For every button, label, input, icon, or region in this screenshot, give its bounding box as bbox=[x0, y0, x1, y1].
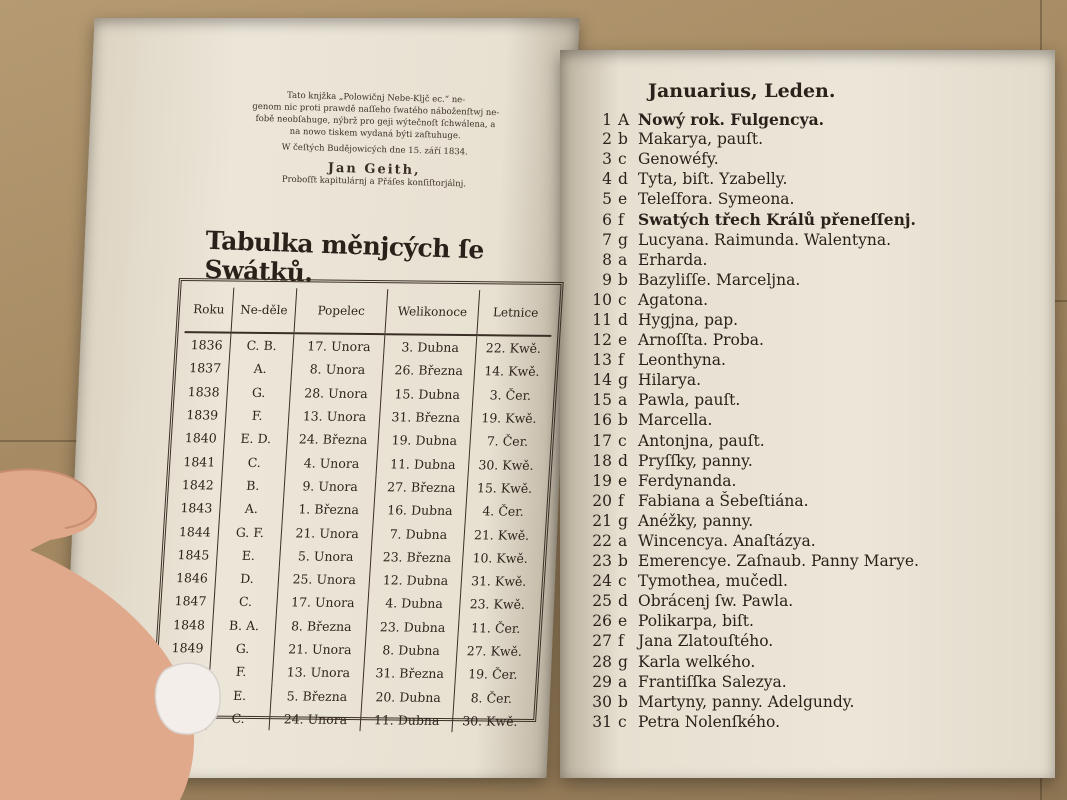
table-cell: 1. Března bbox=[282, 497, 375, 521]
table-cell: 20. Dubna bbox=[362, 685, 455, 709]
calendar-day-row bbox=[590, 271, 1010, 291]
day-number: 5 bbox=[602, 190, 612, 209]
table-cell: 4. Unora bbox=[285, 451, 378, 475]
calendar-day-row bbox=[590, 110, 1010, 130]
table-cell: 25. Unora bbox=[278, 567, 371, 591]
dominical-letter: f bbox=[618, 491, 624, 510]
calendar-day-row bbox=[590, 130, 1010, 150]
table-cell: 27. Kwě. bbox=[466, 643, 523, 659]
day-number: 15 bbox=[592, 391, 612, 410]
dominical-letter: b bbox=[618, 692, 628, 711]
calendar-day-row bbox=[590, 251, 1010, 271]
day-number: 19 bbox=[592, 471, 612, 490]
table-cell: 17. Unora bbox=[277, 590, 370, 614]
dominical-letter: b bbox=[618, 130, 628, 149]
table-cell: 7. Čer. bbox=[486, 433, 529, 450]
table-cell: 31. Března bbox=[363, 661, 456, 685]
table-cell: G. bbox=[210, 636, 275, 660]
calendar-day-row bbox=[590, 532, 1010, 552]
table-cell: 3. Čer. bbox=[489, 387, 532, 403]
saint-name: Emerencye. Zaſnaub. Panny Marye. bbox=[638, 552, 919, 571]
calendar-day-row bbox=[590, 452, 1010, 472]
table-cell: 13. Unora bbox=[272, 660, 365, 684]
day-number: 9 bbox=[602, 270, 612, 289]
january-calendar bbox=[590, 80, 1010, 733]
table-cell: 1842 bbox=[174, 473, 222, 497]
calendar-day-row bbox=[590, 673, 1010, 693]
table-cell: 24. Unora bbox=[269, 707, 362, 731]
calendar-day-row bbox=[590, 371, 1010, 391]
table-cell: E. bbox=[216, 543, 281, 567]
calendar-day-row bbox=[590, 552, 1010, 572]
day-number: 23 bbox=[592, 552, 612, 571]
day-number: 13 bbox=[592, 351, 612, 370]
calendar-day-row bbox=[590, 150, 1010, 170]
table-cell: G. F. bbox=[218, 520, 283, 544]
dominical-letter: e bbox=[618, 471, 628, 490]
day-number: 18 bbox=[592, 451, 612, 470]
month-title: Januarius, Leden. bbox=[648, 80, 836, 102]
table-cell: 23. Kwě. bbox=[469, 596, 526, 613]
day-number: 30 bbox=[592, 692, 612, 711]
table-cell: 1839 bbox=[179, 403, 227, 427]
day-number: 21 bbox=[592, 511, 612, 530]
calendar-day-row bbox=[590, 411, 1010, 431]
day-number: 11 bbox=[592, 310, 612, 329]
calendar-day-row bbox=[590, 612, 1010, 632]
dominical-letter: g bbox=[618, 652, 628, 671]
day-number: 16 bbox=[592, 411, 612, 430]
table-cell: 11. Dubna bbox=[377, 452, 470, 476]
day-number: 14 bbox=[592, 371, 612, 390]
calendar-day-row bbox=[590, 351, 1010, 371]
column-header-pentecost: Letnice bbox=[477, 290, 555, 336]
dominical-letter: c bbox=[618, 431, 627, 450]
notice-line: na nowo tiskem wydaná býti zaſtuhuge. bbox=[289, 126, 461, 142]
calendar-day-row bbox=[590, 492, 1010, 512]
day-number: 4 bbox=[602, 170, 612, 189]
saint-name: Erharda. bbox=[638, 250, 708, 269]
calendar-day-row bbox=[590, 190, 1010, 210]
table-cell: 31. Kwě. bbox=[470, 573, 527, 589]
day-number: 12 bbox=[592, 331, 612, 350]
hand-holding-book bbox=[0, 440, 270, 800]
table-cell: 1844 bbox=[171, 519, 219, 543]
calendar-day-row bbox=[590, 592, 1010, 612]
saint-name: Anéžky, panny. bbox=[638, 511, 754, 530]
table-cell: 1845 bbox=[170, 543, 218, 567]
table-cell: 22. Kwě. bbox=[485, 340, 542, 356]
table-cell: F. bbox=[225, 403, 290, 427]
saint-name: Pawla, pauſt. bbox=[638, 391, 741, 410]
table-cell: 30. Kwě. bbox=[461, 713, 519, 729]
saint-name: Tymothea, mučedl. bbox=[638, 572, 788, 591]
table-cell: 1843 bbox=[173, 496, 221, 520]
table-cell: 23. Dubna bbox=[366, 615, 459, 639]
calendar-day-row bbox=[590, 572, 1010, 592]
saint-name: Antonjna, pauſt. bbox=[638, 431, 765, 450]
table-cell: B. A. bbox=[212, 613, 277, 637]
dominical-letter: f bbox=[618, 351, 624, 370]
calendar-day-row bbox=[590, 472, 1010, 492]
table-cell: C. bbox=[213, 590, 278, 614]
table-cell: 1847 bbox=[167, 589, 215, 613]
saint-name: Nowý rok. Fulgencya. bbox=[638, 110, 825, 129]
table-cell: 5. Března bbox=[271, 684, 364, 708]
table-cell: A. bbox=[219, 497, 284, 521]
table-cell: 9. Unora bbox=[284, 474, 377, 498]
notice-date: W čeſtých Budějowicých dne 15. září 1834. bbox=[281, 142, 468, 158]
day-list bbox=[590, 110, 1010, 733]
table-cell: 26. Března bbox=[382, 358, 475, 382]
table-cell: 17. Unora bbox=[293, 333, 386, 358]
table-cell: 1841 bbox=[176, 450, 224, 474]
calendar-day-row bbox=[590, 432, 1010, 452]
table-cell: 1846 bbox=[168, 566, 216, 590]
day-number: 3 bbox=[602, 150, 612, 169]
day-number: 7 bbox=[602, 230, 612, 249]
notice-line: fobě neobſahuge, nýbrž pro geji wýtečnoſt ſchwálena, a bbox=[255, 113, 496, 131]
saint-name: Teleſfora. Symeona. bbox=[638, 190, 795, 209]
dominical-letter: g bbox=[618, 230, 628, 249]
saint-name: Marcella. bbox=[638, 411, 713, 430]
saint-name: Leonthyna. bbox=[638, 351, 726, 370]
dominical-letter: c bbox=[618, 712, 627, 731]
table-cell: 3. Dubna bbox=[384, 334, 477, 359]
table-cell: 24. Března bbox=[287, 427, 380, 451]
calendar-day-row bbox=[590, 512, 1010, 532]
saint-name: Tyta, biſt. Yzabelly. bbox=[638, 170, 788, 189]
table-cell: 8. Unora bbox=[291, 358, 384, 382]
saint-name: Swatých třech Králů přeneſſenj. bbox=[638, 210, 916, 230]
dominical-letter: d bbox=[618, 170, 628, 189]
signer-name: Jan Geith, bbox=[327, 160, 421, 179]
saint-name: Makarya, pauſt. bbox=[638, 130, 764, 149]
calendar-day-row bbox=[590, 311, 1010, 331]
saint-name: Polikarpa, biſt. bbox=[638, 612, 754, 631]
saint-name: Frantiſſka Salezya. bbox=[638, 672, 787, 691]
dominical-letter: e bbox=[618, 190, 628, 209]
day-number: 27 bbox=[592, 632, 612, 651]
table-cell: C. bbox=[206, 706, 271, 730]
dominical-letter: f bbox=[618, 211, 624, 230]
table-cell: 15. Dubna bbox=[381, 382, 474, 406]
table-cell: 1848 bbox=[165, 613, 213, 637]
table-cell: 8. Března bbox=[275, 614, 368, 638]
table-cell: 1836 bbox=[183, 332, 231, 357]
holiday-table-title: Tabulka měnjcých ſe Swátků. bbox=[204, 225, 485, 288]
saint-name: Martyny, panny. Adelgundy. bbox=[638, 692, 855, 711]
table-header-row bbox=[185, 287, 555, 336]
day-number: 31 bbox=[592, 712, 612, 731]
calendar-day-row bbox=[590, 291, 1010, 311]
column-header-sunday: Ne-děle bbox=[231, 288, 297, 334]
saint-name: Obrácenj ſw. Pawla. bbox=[638, 592, 794, 611]
dominical-letter: a bbox=[618, 672, 628, 691]
saint-name: Agatona. bbox=[638, 290, 709, 309]
notice-line: genom nic proti prawdě naſſeho ſwatého náboženſtwj ne- bbox=[252, 101, 500, 119]
dominical-letter: e bbox=[618, 331, 628, 350]
table-cell: 28. Unora bbox=[290, 381, 383, 405]
saint-name: Hilarya. bbox=[638, 371, 702, 390]
dominical-letter: f bbox=[618, 632, 624, 651]
column-header-year: Roku bbox=[185, 287, 234, 332]
calendar-day-row bbox=[590, 653, 1010, 673]
day-number: 28 bbox=[592, 652, 612, 671]
table-cell: 8. Čer. bbox=[470, 689, 513, 706]
table-cell: 31. Března bbox=[379, 405, 472, 429]
table-cell: 21. Unora bbox=[274, 637, 367, 661]
dominical-letter: c bbox=[618, 572, 627, 591]
calendar-day-row bbox=[590, 331, 1010, 351]
table-cell: 8. Dubna bbox=[365, 638, 458, 662]
table-cell: 11. Dubna bbox=[360, 708, 453, 732]
table-cell: 1838 bbox=[180, 380, 228, 404]
saint-name: Genowéfy. bbox=[638, 150, 719, 169]
dominical-letter: A bbox=[618, 111, 630, 129]
table-cell: A. bbox=[228, 357, 293, 381]
dominical-letter: b bbox=[618, 411, 628, 430]
table-cell: 4. Dubna bbox=[368, 591, 461, 615]
table-cell: 27. Března bbox=[375, 475, 468, 499]
table-cell: B. bbox=[221, 473, 286, 497]
table-cell: 14. Kwě. bbox=[483, 363, 541, 380]
table-cell: G. bbox=[226, 380, 291, 404]
dominical-letter: d bbox=[618, 310, 628, 329]
table-cell: 4. Čer. bbox=[481, 503, 525, 519]
day-number: 29 bbox=[592, 672, 612, 691]
day-number: 25 bbox=[592, 592, 612, 611]
saint-name: Lucyana. Raimunda. Walentyna. bbox=[638, 230, 892, 249]
table-cell: 21. Kwě. bbox=[473, 526, 530, 543]
saint-name: Ferdynanda. bbox=[638, 471, 737, 490]
dominical-letter: d bbox=[618, 592, 628, 611]
table-cell: D. bbox=[215, 567, 280, 591]
saint-name: Jana Zlatouſtého. bbox=[638, 632, 774, 651]
table-cell: F. bbox=[209, 660, 274, 684]
table-cell: E. bbox=[207, 683, 272, 707]
saint-name: Fabiana a Šebeſtiána. bbox=[638, 491, 809, 510]
table-cell: 5. Unora bbox=[279, 544, 372, 568]
dominical-letter: c bbox=[618, 150, 627, 169]
table-cell: 13. Unora bbox=[288, 404, 381, 428]
saint-name: Petra Nolenſkého. bbox=[638, 712, 780, 731]
dominical-letter: g bbox=[618, 511, 628, 530]
dominical-letter: b bbox=[618, 270, 628, 289]
dominical-letter: g bbox=[618, 371, 628, 390]
calendar-day-row bbox=[590, 693, 1010, 713]
table-cell: 7. Dubna bbox=[372, 522, 465, 546]
table-cell: 23. Března bbox=[371, 545, 464, 569]
saint-name: Pryſſky, panny. bbox=[638, 451, 753, 470]
saint-name: Karla welkého. bbox=[638, 652, 756, 671]
table-cell: 1837 bbox=[182, 356, 230, 380]
table-cell: 15. Kwě. bbox=[476, 480, 533, 496]
calendar-day-row bbox=[590, 632, 1010, 652]
table-cell: 16. Dubna bbox=[374, 498, 467, 522]
dominical-letter: c bbox=[618, 290, 627, 309]
table-cell: C. bbox=[222, 450, 287, 474]
fingernail bbox=[155, 663, 220, 734]
table-cell: 19. Dubna bbox=[378, 428, 471, 452]
column-header-easter: Welikonoce bbox=[385, 289, 479, 335]
day-number: 20 bbox=[592, 491, 612, 510]
calendar-day-row bbox=[590, 713, 1010, 733]
saint-name: Wincencya. Anaſtázya. bbox=[638, 531, 816, 550]
table-cell: 1849 bbox=[164, 636, 212, 660]
table-cell: 19. Kwě. bbox=[480, 410, 538, 426]
saint-name: Arnoſſta. Proba. bbox=[638, 331, 764, 350]
table-cell: 1840 bbox=[177, 426, 225, 450]
table-cell: 10. Kwě. bbox=[472, 550, 529, 566]
saint-name: Bazyliſſe. Marceljna. bbox=[638, 270, 801, 289]
column-header-ash-wednesday: Popelec bbox=[294, 288, 388, 334]
dominical-letter: e bbox=[618, 612, 628, 631]
dominical-letter: b bbox=[618, 552, 628, 571]
calendar-day-row bbox=[590, 170, 1010, 190]
table-cell: C. B. bbox=[229, 333, 294, 358]
calendar-day-row bbox=[590, 210, 1010, 230]
table-cell: E. D. bbox=[223, 427, 288, 451]
day-number: 10 bbox=[592, 290, 612, 309]
signer-role: Proboſſt kapitulárnj a Přáſes konſiſtorjálnj. bbox=[281, 174, 467, 190]
day-number: 6 bbox=[602, 211, 612, 230]
table-cell: 19. Čer. bbox=[467, 666, 519, 683]
day-number: 26 bbox=[592, 612, 612, 631]
day-number: 1 bbox=[602, 111, 612, 129]
day-number: 17 bbox=[592, 431, 612, 450]
table-cell: 30. Kwě. bbox=[478, 456, 535, 473]
saint-name: Hygjna, pap. bbox=[638, 310, 739, 329]
table-cell: 21. Unora bbox=[281, 521, 374, 545]
day-number: 8 bbox=[602, 250, 612, 269]
calendar-day-row bbox=[590, 391, 1010, 411]
calendar-day-row bbox=[590, 231, 1010, 251]
table-cell: 11. Čer. bbox=[470, 619, 522, 636]
day-number: 2 bbox=[602, 130, 612, 149]
dominical-letter: a bbox=[618, 391, 628, 410]
dominical-letter: a bbox=[618, 250, 628, 269]
table-cell: 12. Dubna bbox=[369, 568, 462, 592]
day-number: 24 bbox=[592, 572, 612, 591]
dominical-letter: a bbox=[618, 531, 628, 550]
day-number: 22 bbox=[592, 531, 612, 550]
dominical-letter: d bbox=[618, 451, 628, 470]
approbation-notice bbox=[194, 87, 556, 192]
notice-line: Tato knjžka „Polowičnj Nebe-Kljč ec.“ ne- bbox=[286, 90, 466, 106]
